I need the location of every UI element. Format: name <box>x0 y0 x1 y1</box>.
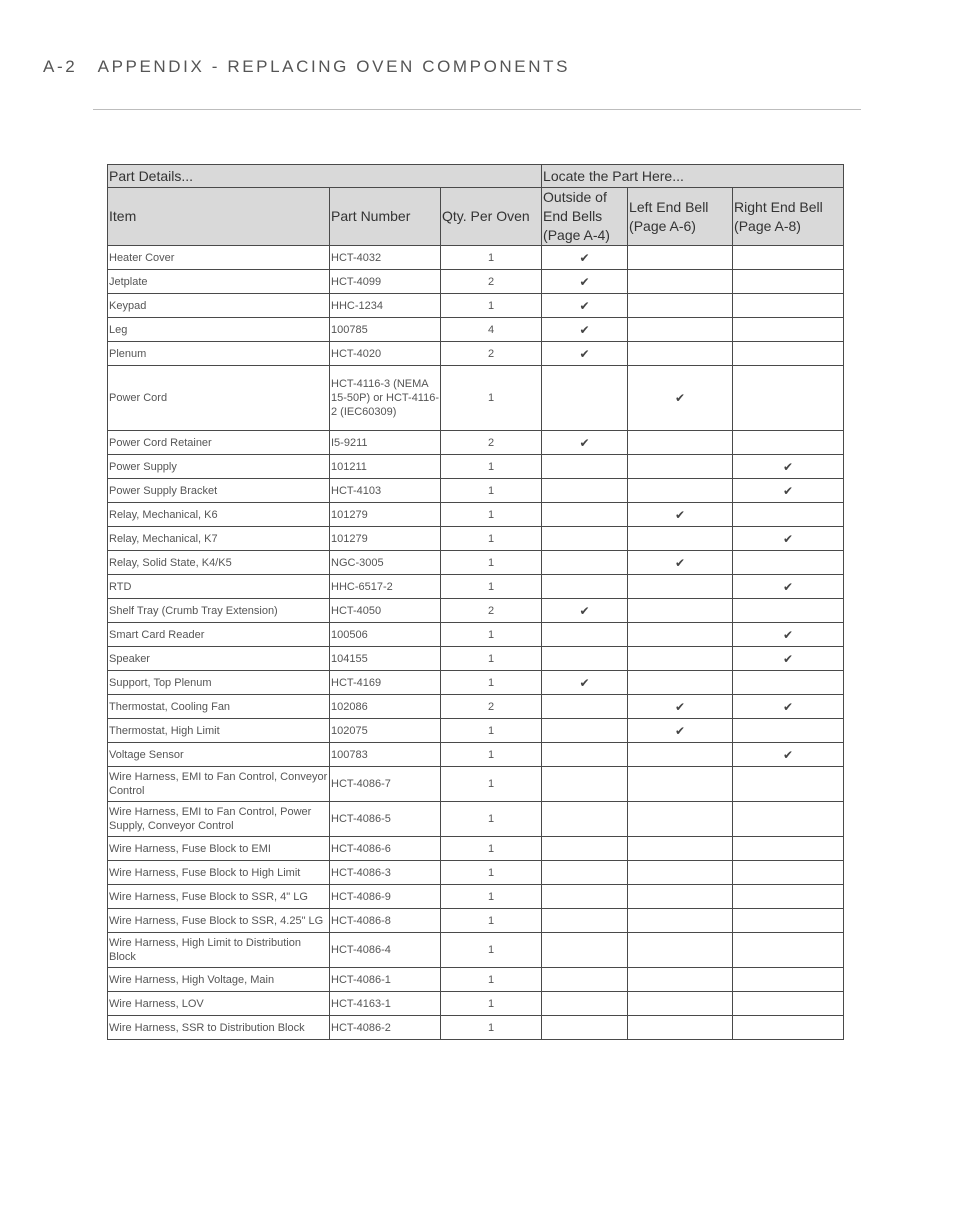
outside-end-bells-check <box>542 575 628 599</box>
part-number-cell: HCT-4116-3 (NEMA 15-50P) or HCT-4116-2 (IEC60309) <box>330 366 441 431</box>
outside-end-bells-check <box>542 885 628 909</box>
table-row <box>108 1016 844 1040</box>
item-cell: Wire Harness, High Limit to Distribution Block <box>108 933 330 968</box>
right-end-bell-check <box>733 885 844 909</box>
outside-end-bells-check <box>542 767 628 802</box>
qty-cell: 1 <box>441 366 542 431</box>
outside-end-bells-check: ✔ <box>542 342 628 366</box>
page-title: APPENDIX - REPLACING OVEN COMPONENTS <box>97 57 571 76</box>
table-row <box>108 909 844 933</box>
left-end-bell-check <box>628 909 733 933</box>
table-row <box>108 551 844 575</box>
item-cell: Wire Harness, Fuse Block to EMI <box>108 837 330 861</box>
item-cell: Wire Harness, High Voltage, Main <box>108 968 330 992</box>
qty-cell: 4 <box>441 318 542 342</box>
table-row <box>108 968 844 992</box>
table-row <box>108 623 844 647</box>
part-number-cell: 104155 <box>330 647 441 671</box>
outside-end-bells-check <box>542 743 628 767</box>
item-cell: Relay, Mechanical, K7 <box>108 527 330 551</box>
left-end-bell-check <box>628 294 733 318</box>
item-cell: Relay, Mechanical, K6 <box>108 503 330 527</box>
part-number-cell: HCT-4086-1 <box>330 968 441 992</box>
column-header-qty: Qty. Per Oven <box>441 188 542 246</box>
column-header-left-end-bell: Left End Bell (Page A-6) <box>628 188 733 246</box>
outside-end-bells-check <box>542 455 628 479</box>
part-number-cell: HCT-4086-9 <box>330 885 441 909</box>
table-row <box>108 837 844 861</box>
left-end-bell-check <box>628 1016 733 1040</box>
qty-cell: 1 <box>441 551 542 575</box>
item-cell: Wire Harness, SSR to Distribution Block <box>108 1016 330 1040</box>
right-end-bell-check <box>733 719 844 743</box>
outside-end-bells-check <box>542 527 628 551</box>
column-header-part-number: Part Number <box>330 188 441 246</box>
left-end-bell-check <box>628 968 733 992</box>
outside-end-bells-check <box>542 992 628 1016</box>
table-row <box>108 342 844 366</box>
qty-cell: 1 <box>441 479 542 503</box>
part-number-cell: I5-9211 <box>330 431 441 455</box>
table-row <box>108 503 844 527</box>
right-end-bell-check <box>733 246 844 270</box>
right-end-bell-check <box>733 909 844 933</box>
part-number-cell: HCT-4086-3 <box>330 861 441 885</box>
left-end-bell-check <box>628 527 733 551</box>
item-cell: Wire Harness, Fuse Block to High Limit <box>108 861 330 885</box>
outside-end-bells-check <box>542 695 628 719</box>
part-number-cell: HCT-4099 <box>330 270 441 294</box>
table-row <box>108 455 844 479</box>
item-cell: Jetplate <box>108 270 330 294</box>
qty-cell: 1 <box>441 992 542 1016</box>
left-end-bell-check <box>628 623 733 647</box>
item-cell: Voltage Sensor <box>108 743 330 767</box>
part-number-cell: 102086 <box>330 695 441 719</box>
table-row <box>108 366 844 431</box>
left-end-bell-check <box>628 861 733 885</box>
header-divider <box>93 109 861 110</box>
item-cell: Support, Top Plenum <box>108 671 330 695</box>
left-end-bell-check <box>628 933 733 968</box>
item-cell: Power Cord Retainer <box>108 431 330 455</box>
left-end-bell-check <box>628 575 733 599</box>
qty-cell: 1 <box>441 861 542 885</box>
right-end-bell-check: ✔ <box>733 479 844 503</box>
qty-cell: 2 <box>441 270 542 294</box>
outside-end-bells-check <box>542 719 628 743</box>
table-row <box>108 431 844 455</box>
table-row <box>108 647 844 671</box>
right-end-bell-check: ✔ <box>733 527 844 551</box>
parts-table-body <box>108 246 844 1040</box>
left-end-bell-check <box>628 992 733 1016</box>
outside-end-bells-check <box>542 479 628 503</box>
table-row <box>108 992 844 1016</box>
right-end-bell-check <box>733 1016 844 1040</box>
qty-cell: 1 <box>441 1016 542 1040</box>
table-row <box>108 885 844 909</box>
part-number-cell: HHC-6517-2 <box>330 575 441 599</box>
item-cell: Power Cord <box>108 366 330 431</box>
right-end-bell-check: ✔ <box>733 743 844 767</box>
qty-cell: 1 <box>441 837 542 861</box>
right-end-bell-check <box>733 270 844 294</box>
left-end-bell-check <box>628 767 733 802</box>
right-end-bell-check: ✔ <box>733 647 844 671</box>
qty-cell: 1 <box>441 575 542 599</box>
right-end-bell-check <box>733 294 844 318</box>
outside-end-bells-check <box>542 366 628 431</box>
outside-end-bells-check <box>542 551 628 575</box>
table-row <box>108 575 844 599</box>
part-number-cell: HCT-4169 <box>330 671 441 695</box>
part-number-cell: HCT-4050 <box>330 599 441 623</box>
right-end-bell-check <box>733 366 844 431</box>
outside-end-bells-check <box>542 647 628 671</box>
item-cell: Keypad <box>108 294 330 318</box>
right-end-bell-check: ✔ <box>733 455 844 479</box>
part-number-cell: HCT-4086-6 <box>330 837 441 861</box>
qty-cell: 1 <box>441 909 542 933</box>
part-number-cell: NGC-3005 <box>330 551 441 575</box>
table-row <box>108 933 844 968</box>
item-cell: Smart Card Reader <box>108 623 330 647</box>
qty-cell: 1 <box>441 802 542 837</box>
right-end-bell-check <box>733 342 844 366</box>
table-row <box>108 861 844 885</box>
right-end-bell-check <box>733 837 844 861</box>
left-end-bell-check <box>628 246 733 270</box>
table-row <box>108 719 844 743</box>
item-cell: RTD <box>108 575 330 599</box>
part-number-cell: HCT-4086-4 <box>330 933 441 968</box>
right-end-bell-check <box>733 599 844 623</box>
left-end-bell-check <box>628 647 733 671</box>
item-cell: Wire Harness, EMI to Fan Control, Power Supply, Conveyor Control <box>108 802 330 837</box>
page-header <box>43 57 570 77</box>
right-end-bell-check <box>733 431 844 455</box>
right-end-bell-check <box>733 933 844 968</box>
right-end-bell-check <box>733 671 844 695</box>
outside-end-bells-check: ✔ <box>542 246 628 270</box>
left-end-bell-check: ✔ <box>628 503 733 527</box>
item-cell: Speaker <box>108 647 330 671</box>
outside-end-bells-check <box>542 968 628 992</box>
left-end-bell-check <box>628 802 733 837</box>
outside-end-bells-check <box>542 623 628 647</box>
part-number-cell: 102075 <box>330 719 441 743</box>
qty-cell: 1 <box>441 294 542 318</box>
left-end-bell-check <box>628 479 733 503</box>
item-cell: Wire Harness, Fuse Block to SSR, 4.25" LG <box>108 909 330 933</box>
column-header-outside-end-bells: Outside of End Bells (Page A-4) <box>542 188 628 246</box>
page-number: A-2 <box>43 57 78 76</box>
left-end-bell-check <box>628 455 733 479</box>
part-number-cell: 101211 <box>330 455 441 479</box>
part-number-cell: HCT-4163-1 <box>330 992 441 1016</box>
table-row <box>108 479 844 503</box>
table-row <box>108 527 844 551</box>
table-row <box>108 671 844 695</box>
right-end-bell-check: ✔ <box>733 695 844 719</box>
left-end-bell-check: ✔ <box>628 695 733 719</box>
item-cell: Shelf Tray (Crumb Tray Extension) <box>108 599 330 623</box>
item-cell: Thermostat, High Limit <box>108 719 330 743</box>
outside-end-bells-check <box>542 861 628 885</box>
right-end-bell-check <box>733 318 844 342</box>
qty-cell: 1 <box>441 455 542 479</box>
item-cell: Power Supply <box>108 455 330 479</box>
left-end-bell-check: ✔ <box>628 366 733 431</box>
table-row <box>108 695 844 719</box>
part-number-cell: HCT-4086-7 <box>330 767 441 802</box>
outside-end-bells-check: ✔ <box>542 599 628 623</box>
part-number-cell: HCT-4086-2 <box>330 1016 441 1040</box>
part-number-cell: HCT-4103 <box>330 479 441 503</box>
right-end-bell-check <box>733 992 844 1016</box>
item-cell: Relay, Solid State, K4/K5 <box>108 551 330 575</box>
right-end-bell-check <box>733 802 844 837</box>
right-end-bell-check <box>733 767 844 802</box>
part-number-cell: 100783 <box>330 743 441 767</box>
table-row <box>108 599 844 623</box>
parts-table <box>107 164 844 1040</box>
left-end-bell-check <box>628 885 733 909</box>
left-end-bell-check: ✔ <box>628 551 733 575</box>
outside-end-bells-check <box>542 802 628 837</box>
part-number-cell: 100506 <box>330 623 441 647</box>
item-cell: Leg <box>108 318 330 342</box>
table-row <box>108 270 844 294</box>
item-cell: Thermostat, Cooling Fan <box>108 695 330 719</box>
column-header-right-end-bell: Right End Bell (Page A-8) <box>733 188 844 246</box>
qty-cell: 1 <box>441 885 542 909</box>
qty-cell: 2 <box>441 431 542 455</box>
part-number-cell: 100785 <box>330 318 441 342</box>
item-cell: Wire Harness, EMI to Fan Control, Conveyor Control <box>108 767 330 802</box>
part-number-cell: 101279 <box>330 503 441 527</box>
qty-cell: 1 <box>441 246 542 270</box>
outside-end-bells-check <box>542 933 628 968</box>
left-end-bell-check <box>628 743 733 767</box>
item-cell: Heater Cover <box>108 246 330 270</box>
left-end-bell-check <box>628 599 733 623</box>
qty-cell: 1 <box>441 527 542 551</box>
part-number-cell: HCT-4086-8 <box>330 909 441 933</box>
qty-cell: 2 <box>441 342 542 366</box>
table-row <box>108 294 844 318</box>
table-row <box>108 318 844 342</box>
outside-end-bells-check: ✔ <box>542 294 628 318</box>
table-row <box>108 767 844 802</box>
qty-cell: 1 <box>441 719 542 743</box>
table-row <box>108 743 844 767</box>
outside-end-bells-check <box>542 1016 628 1040</box>
left-end-bell-check: ✔ <box>628 719 733 743</box>
qty-cell: 1 <box>441 671 542 695</box>
qty-cell: 2 <box>441 599 542 623</box>
part-number-cell: 101279 <box>330 527 441 551</box>
left-end-bell-check <box>628 671 733 695</box>
left-end-bell-check <box>628 837 733 861</box>
qty-cell: 1 <box>441 743 542 767</box>
item-cell: Wire Harness, Fuse Block to SSR, 4" LG <box>108 885 330 909</box>
qty-cell: 1 <box>441 503 542 527</box>
right-end-bell-check: ✔ <box>733 623 844 647</box>
part-number-cell: HHC-1234 <box>330 294 441 318</box>
qty-cell: 2 <box>441 695 542 719</box>
part-number-cell: HCT-4086-5 <box>330 802 441 837</box>
qty-cell: 1 <box>441 968 542 992</box>
table-row <box>108 802 844 837</box>
right-end-bell-check: ✔ <box>733 575 844 599</box>
part-number-cell: HCT-4020 <box>330 342 441 366</box>
left-end-bell-check <box>628 270 733 294</box>
item-cell: Power Supply Bracket <box>108 479 330 503</box>
right-end-bell-check <box>733 968 844 992</box>
item-cell: Wire Harness, LOV <box>108 992 330 1016</box>
qty-cell: 1 <box>441 767 542 802</box>
outside-end-bells-check: ✔ <box>542 318 628 342</box>
right-end-bell-check <box>733 861 844 885</box>
outside-end-bells-check <box>542 837 628 861</box>
left-end-bell-check <box>628 318 733 342</box>
outside-end-bells-check: ✔ <box>542 431 628 455</box>
group-header-part-details: Part Details... <box>108 165 542 188</box>
right-end-bell-check <box>733 551 844 575</box>
left-end-bell-check <box>628 431 733 455</box>
part-number-cell: HCT-4032 <box>330 246 441 270</box>
column-header-item: Item <box>108 188 330 246</box>
outside-end-bells-check <box>542 503 628 527</box>
right-end-bell-check <box>733 503 844 527</box>
outside-end-bells-check <box>542 909 628 933</box>
table-row <box>108 246 844 270</box>
qty-cell: 1 <box>441 933 542 968</box>
item-cell: Plenum <box>108 342 330 366</box>
left-end-bell-check <box>628 342 733 366</box>
qty-cell: 1 <box>441 623 542 647</box>
outside-end-bells-check: ✔ <box>542 671 628 695</box>
group-header-locate-part: Locate the Part Here... <box>542 165 844 188</box>
outside-end-bells-check: ✔ <box>542 270 628 294</box>
qty-cell: 1 <box>441 647 542 671</box>
